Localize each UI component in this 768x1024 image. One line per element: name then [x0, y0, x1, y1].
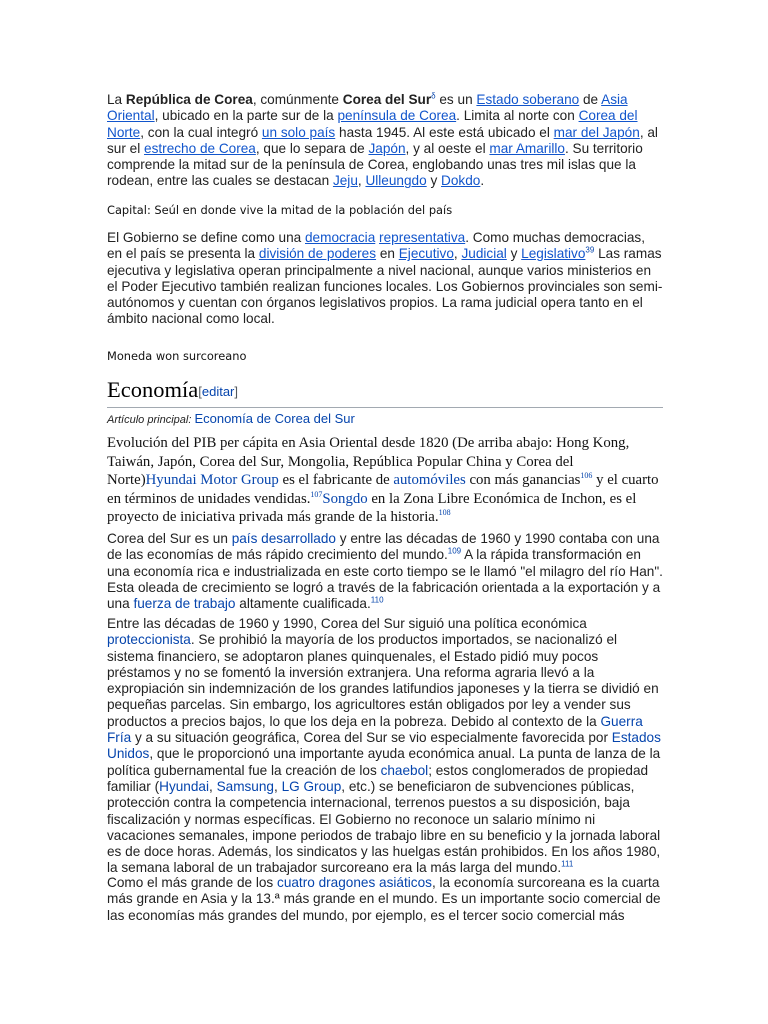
text: Corea del Sur es un	[107, 531, 232, 546]
link-estrecho-de-corea[interactable]: estrecho de Corea	[144, 140, 256, 156]
link-un-solo-pais[interactable]: un solo país	[261, 124, 336, 140]
text: Evolución del PIB per cápita en Asia Oriental desde 1820 (De arriba abajo: Hong Kong, Taiwán, Japón, Corea del Sur, Mongolia, República Popular China y Corea del Norte)	[107, 435, 630, 489]
text: A la rápida transformación en una economía rica e industrializada en este corto tiempo se le llamó "el milagro del río Han". Esta oleada de crecimiento se logró a través de la fabricación orientada a la exportación y a una	[107, 547, 663, 612]
text: El Gobierno se define como una	[107, 230, 305, 245]
economy-paragraph-2	[107, 616, 663, 877]
link-mar-amarillo[interactable]: mar Amarillo	[489, 140, 565, 156]
hatnote-label: Artículo principal:	[107, 414, 192, 426]
link-estados-unidos[interactable]: Estados Unidos	[107, 730, 661, 762]
text: ,	[453, 246, 462, 262]
text: ,	[209, 778, 217, 794]
footnote-ref[interactable]: 107	[310, 489, 323, 499]
text: y	[506, 246, 522, 262]
link-peninsula-de-corea[interactable]: península de Corea	[337, 108, 457, 124]
currency-note: Moneda won surcoreano	[107, 349, 247, 363]
text: altamente cualificada.	[235, 596, 371, 612]
text: en la Zona Libre Económica de Inchon, es el proyecto de iniciativa privada más grande de la historia.	[107, 490, 637, 526]
main-article-hatnote	[107, 411, 663, 428]
text: y el cuarto en términos de unidades vendidas.	[107, 472, 659, 507]
section-title: Economía	[107, 377, 199, 402]
text: . Su territorio comprende la mitad sur de la península de Corea, englobando unas tres mil islas que la rodean, entre las cuales se destacan	[107, 140, 643, 189]
link-dokdo[interactable]: Dokdo	[441, 173, 481, 189]
link-legislativo[interactable]: Legislativo	[521, 246, 586, 262]
link-cuatro-dragones-asiaticos[interactable]: cuatro dragones asiáticos	[277, 875, 432, 890]
text: y entre las décadas de 1960 y 1990 contaba con una de las economías de más rápido crecimiento del mundo.	[107, 531, 660, 563]
link-automoviles[interactable]: automóviles	[393, 472, 466, 489]
link-chaebol[interactable]: chaebol	[380, 762, 429, 778]
footnote-ref[interactable]: 108	[438, 508, 451, 518]
text: de	[579, 92, 602, 107]
link-democracia[interactable]: democracia	[305, 230, 376, 245]
text: , etc.) se beneficiaron de subvenciones públicas, protección contra la competencia internacional, terrenos puestos a su disposición, baja fiscalización y normas específicas. El Gobierno no reconoce un salario mínimo ni vacaciones semanales, impone periodos de trabajo libre en su beneficio y la jornada laboral es de doce horas. Además, los sindicatos y las huelgas están prohibidos. En los años 1980, la semana laboral de un trabajador surcoreano era la más larga del mundo.	[107, 778, 661, 876]
link-division-de-poderes[interactable]: división de poderes	[258, 246, 377, 262]
text: y	[426, 173, 442, 189]
text: , que lo separa de	[255, 140, 369, 156]
text: , ubicado en la parte sur de la	[154, 108, 338, 124]
text: , comúnmente	[252, 92, 343, 107]
bold-short-name: Corea del Sur	[342, 92, 432, 107]
link-jeju[interactable]: Jeju	[332, 173, 358, 189]
section-heading-economia	[107, 376, 663, 408]
economy-paragraph-1	[107, 531, 663, 612]
footnote-ref[interactable]: 109	[447, 546, 462, 556]
link-lg-group[interactable]: LG Group	[281, 778, 342, 794]
economy-paragraph-3	[107, 875, 663, 924]
text: La	[107, 92, 126, 107]
link-pais-desarrollado[interactable]: país desarrollado	[231, 531, 336, 546]
link-estado-soberano[interactable]: Estado soberano	[476, 92, 580, 107]
text: es un	[435, 92, 477, 107]
edit-bracket: ]	[234, 384, 239, 399]
text: Las ramas ejecutiva y legislativa operan principalmente a nivel nacional, aunque varios ministerios en el Poder Ejecutivo también realizan funciones locales. Los Gobiernos provinciales son semi-autónomos y cuentan con órganos legislativos propios. La rama judicial opera tanto en el ámbito nacional como local.	[107, 246, 663, 327]
link-representativa[interactable]: representativa	[379, 230, 466, 245]
government-paragraph	[107, 230, 663, 328]
text: y a su situación geográfica, Corea del Sur se vio especialmente favorecida por	[131, 730, 612, 746]
text: es el fabricante de	[278, 472, 394, 489]
text: ,	[274, 778, 282, 794]
link-samsung[interactable]: Samsung	[216, 778, 274, 794]
footnote-ref[interactable]: 110	[370, 595, 384, 605]
capital-note: Capital: Seúl en donde vive la mitad de la población del país	[107, 203, 453, 217]
text: . Como muchas democracias, en el país se presenta la	[107, 230, 646, 262]
bold-country-name: República de Corea	[125, 92, 253, 107]
link-guerra-fria[interactable]: Guerra Fría	[107, 713, 643, 746]
text: , y al oeste el	[405, 140, 490, 156]
link-fuerza-de-trabajo[interactable]: fuerza de trabajo	[133, 596, 236, 612]
footnote-ref[interactable]: δ	[431, 91, 436, 101]
footnote-ref[interactable]: 111	[561, 859, 574, 869]
link-corea-del-norte[interactable]: Corea del Norte	[107, 108, 638, 140]
link-asia-oriental[interactable]: Asia Oriental	[107, 92, 628, 124]
text: en	[376, 246, 399, 262]
intro-paragraph	[107, 92, 663, 190]
link-judicial[interactable]: Judicial	[461, 246, 507, 262]
footnote-ref[interactable]: 106	[580, 471, 593, 481]
link-japon[interactable]: Japón	[368, 140, 406, 156]
text: ,	[357, 173, 366, 189]
link-songdo[interactable]: Songdo	[322, 490, 368, 507]
link-hyundai-motor-group[interactable]: Hyundai Motor Group	[145, 472, 279, 489]
text: , la economía surcoreana es la cuarta más grande en Asia y la 13.ª más grande en el mundo. Es un importante socio comercial de las economías más grandes del mundo, por ejemplo, es el tercer socio comercial más	[107, 875, 661, 923]
text: ; estos conglomerados de propiedad familiar (	[107, 762, 649, 794]
image-caption	[107, 434, 665, 527]
text: Como el más grande de los	[107, 875, 278, 890]
text: .	[480, 173, 485, 189]
edit-bracket: [	[198, 384, 202, 399]
edit-section-link[interactable]: editar	[201, 384, 235, 399]
text: , que le proporcionó una importante ayuda económica anual. La punta de lanza de la política gubernamental fue la creación de los	[107, 746, 661, 778]
text: Entre las décadas de 1960 y 1990, Corea del Sur siguió una política económica	[107, 616, 587, 631]
link-economia-corea-del-sur[interactable]: Economía de Corea del Sur	[194, 411, 355, 426]
footnote-ref[interactable]: 39	[585, 245, 595, 255]
link-proteccionista[interactable]: proteccionista	[107, 632, 191, 648]
text: . Se prohibió la mayoría de los productos importados, se nacionalizó el sistema financiero, se adoptaron planes quinquenales, el Estado pidió muy pocos préstamos y no se fomentó la inversión extranjera. Una reforma agraria llevó a la expropiación sin indemnización de los grandes latifundios japoneses y la tierra se dividió en pequeñas parcelas. Sin embargo, los agricultores están obligados por ley a vender sus productos a precios bajos, lo que los deja en la pobreza. Debido al contexto de la	[107, 632, 659, 729]
link-mar-del-japon[interactable]: mar del Japón	[553, 124, 640, 140]
text: con más ganancias	[465, 472, 581, 489]
text: hasta 1945. Al este está ubicado el	[335, 124, 554, 140]
link-ulleungdo[interactable]: Ulleungdo	[365, 173, 427, 189]
link-hyundai[interactable]: Hyundai	[159, 778, 209, 794]
text: . Limita al norte con	[456, 108, 579, 124]
text: , con la cual integró	[140, 124, 262, 140]
text: , al sur el	[107, 124, 658, 156]
link-ejecutivo[interactable]: Ejecutivo	[398, 246, 454, 262]
